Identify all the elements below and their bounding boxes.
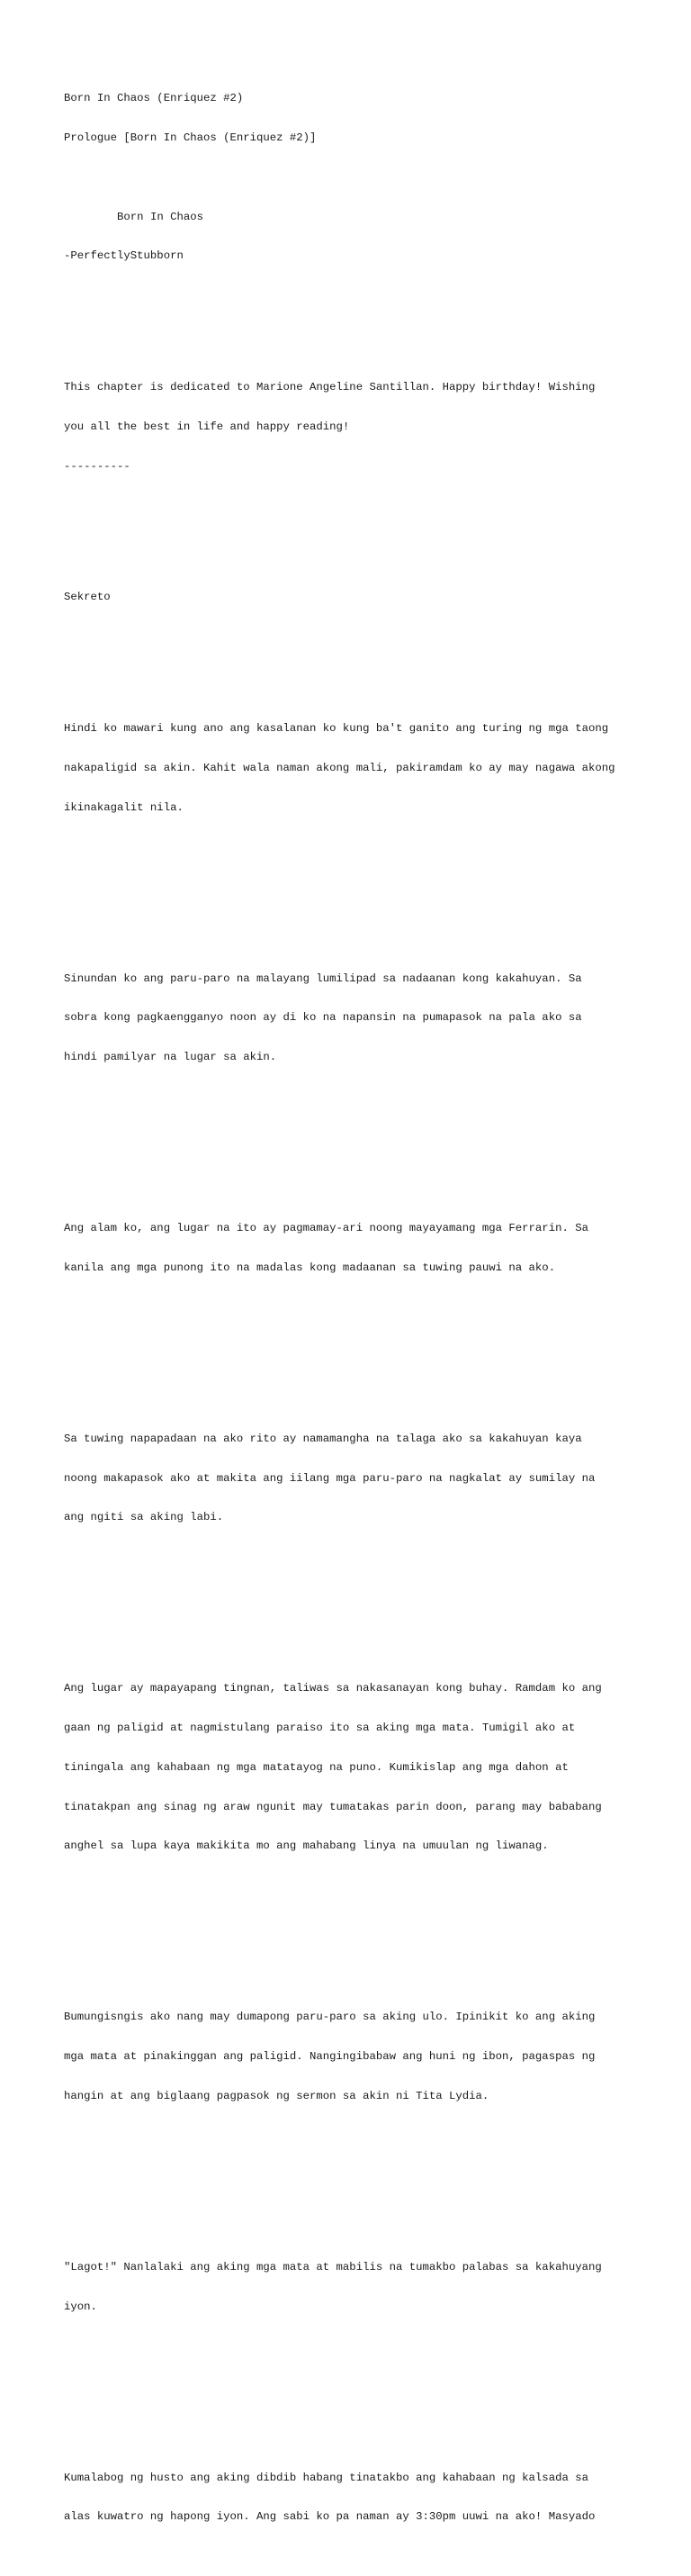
paragraph <box>64 1196 640 1301</box>
paragraph-line: tinatakpan ang sinag ng araw ngunit may tumatakas parin doon, parang may bababang <box>64 1800 602 1813</box>
paragraph <box>64 1656 640 1879</box>
paragraph-line: Bumungisngis ako nang may dumapong paru-paro sa aking ulo. Ipinikit ko ang aking <box>64 2011 596 2024</box>
paragraph-line: nakapaligid sa akin. Kahit wala naman akong mali, pakiramdam ko ay may nagawa akong <box>64 761 615 774</box>
book-title: Born In Chaos <box>64 210 203 223</box>
paragraph-line: Ang lugar ay mapayapang tingnan, taliwas sa nakasanayan kong buhay. Ramdam ko ang <box>64 1682 602 1695</box>
paragraph-line: iyon. <box>64 2300 97 2313</box>
paragraph-line: mga mata at pinakinggan ang paligid. Nangingibabaw ang huni ng ibon, pagaspas ng <box>64 2050 596 2064</box>
paragraph-line: sobra kong pagkaengganyo noon ay di ko na napansin na pumapasok na pala ako sa <box>64 1011 582 1025</box>
paragraph-line: alas kuwatro ng hapong iyon. Ang sabi ko pa naman ay 3:30pm uuwi na ako! Masyado <box>64 2510 596 2524</box>
paragraph-line: Ang alam ko, ang lugar na ito ay pagmamay-ari noong mayayamang mga Ferrarin. Sa <box>64 1222 588 1235</box>
paragraph <box>64 2445 640 2550</box>
paragraph <box>64 1984 640 2129</box>
dedication-line: This chapter is dedicated to Marione Angeline Santillan. Happy birthday! Wishing <box>64 381 596 394</box>
paragraph <box>64 1406 640 1551</box>
chapter-heading: Prologue [Born In Chaos (Enriquez #2)] <box>64 131 317 144</box>
document-title: Born In Chaos (Enriquez #2) <box>64 92 244 105</box>
paragraph-line: gaan ng paligid at nagmistulang paraiso ito sa aking mga mata. Tumigil ako at <box>64 1722 576 1735</box>
paragraph-line: kanila ang mga punong ito na madalas kong madaanan sa tuwing pauwi na ako. <box>64 1261 556 1274</box>
paragraph-line: Kumalabog ng husto ang aking dibdib habang tinatakbo ang kahabaan ng kalsada sa <box>64 2471 588 2484</box>
paragraph-line: Sinundan ko ang paru-paro na malayang lumilipad sa nadaanan kong kakahuyan. Sa <box>64 972 582 985</box>
paragraph-line: anghel sa lupa kaya makikita mo ang mahabang linya na umuulan ng liwanag. <box>64 1839 549 1853</box>
dedication <box>64 355 640 500</box>
paragraph-line: ang ngiti sa aking labi. <box>64 1511 224 1524</box>
dedication-line: you all the best in life and happy reading! <box>64 420 350 433</box>
paragraph-line: hindi pamilyar na lugar sa akin. <box>64 1051 277 1064</box>
section-title: Sekreto <box>64 591 111 604</box>
paragraph-line: hangin at ang biglaang pagpasok ng sermon sa akin ni Tita Lydia. <box>64 2089 489 2102</box>
paragraph-line: ikinakagalit nila. <box>64 800 184 814</box>
author-name: -PerfectlyStubborn <box>64 249 184 263</box>
paragraph <box>64 2235 640 2340</box>
paragraph-line: noong makapasok ako at makita ang iilang mga paru-paro na nagkalat ay sumilay na <box>64 1471 596 1485</box>
document-body <box>64 66 640 2576</box>
paragraph-line: Hindi ko mawari kung ano ang kasalanan ko kung ba't ganito ang turing ng mga taong <box>64 722 609 736</box>
paragraph-line: tiningala ang kahabaan ng mga matatayog na puno. Kumikislap ang mga dahon at <box>64 1760 569 1774</box>
separator: ---------- <box>64 459 130 473</box>
paragraph-line: "Lagot!" Nanlalaki ang aking mga mata at mabilis na tumakbo palabas sa kakahuyang <box>64 2260 602 2273</box>
paragraph <box>64 945 640 1090</box>
paragraph-line: Sa tuwing napapadaan na ako rito ay namamangha na talaga ako sa kakahuyan kaya <box>64 1432 582 1445</box>
paragraph <box>64 696 640 841</box>
